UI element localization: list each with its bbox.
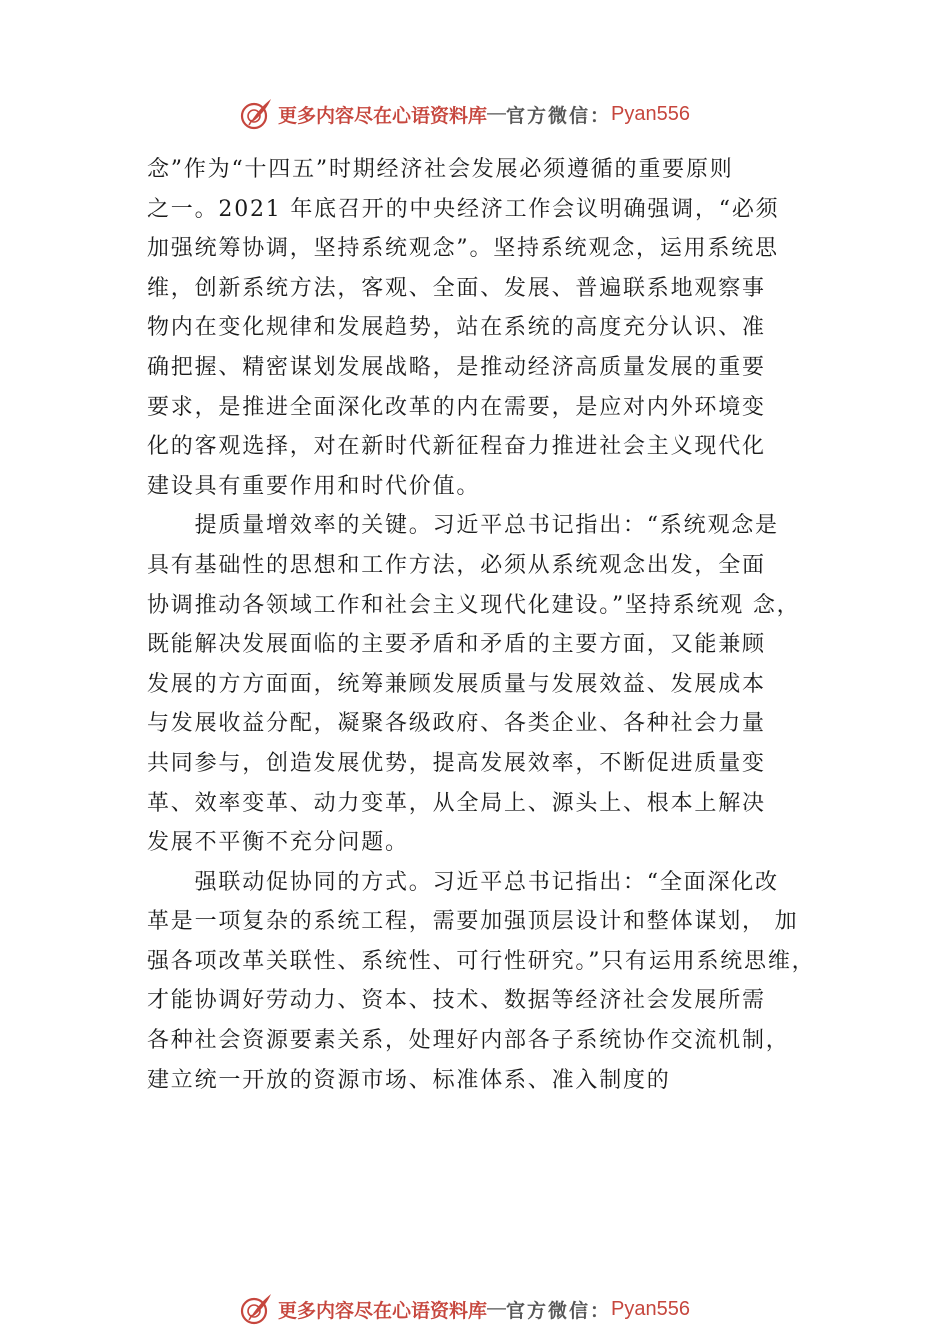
text-line: 念”作为“十四五”时期经济社会发展必须遵循的重要原则 <box>147 157 734 182</box>
header-dash: — <box>487 103 507 124</box>
text-line: 建设具有重要作用和时代价值。 <box>147 473 481 499</box>
text-line: 加强统筹协调，坚持系统观念”。坚持系统观念，运用系统思 <box>147 236 779 262</box>
text-line: 之一。2021 年底召开的中央经济工作会议明确强调，“必须 <box>147 196 780 222</box>
header-banner <box>238 96 690 132</box>
text-line: 各种社会资源要素关系，处理好内部各子系统协作交流机制， <box>147 1028 790 1054</box>
text-line: 共同参与，创造发展优势，提高发展效率，不断促进质量变 <box>147 750 766 776</box>
quill-logo-icon <box>238 96 274 132</box>
footer-banner <box>238 1291 690 1327</box>
footer-brand-text: 更多内容尽在心语资料库 <box>278 1299 488 1322</box>
text-line: 强联动促协同的方式。习近平总书记指出：“全面深化改 <box>147 869 779 895</box>
footer-wechat-label: 官方微信： <box>506 1299 612 1322</box>
text-line: 要求，是推进全面深化改革的内在需要，是应对内外环境变 <box>147 394 766 420</box>
footer-dash: — <box>487 1298 507 1319</box>
text-line: 革是一项复杂的系统工程，需要加强顶层设计和整体谋划， 加 <box>147 909 799 935</box>
text-line: 物内在变化规律和发展趋势，站在系统的高度充分认识、准 <box>147 315 766 341</box>
text-line: 既能解决发展面临的主要矛盾和矛盾的主要方面，又能兼顾 <box>147 632 766 658</box>
header-wechat-label: 官方微信： <box>506 104 612 127</box>
header-brand-text: 更多内容尽在心语资料库 <box>278 104 488 127</box>
text-line: 提质量增效率的关键。习近平总书记指出：“系统观念是 <box>147 513 779 539</box>
document-body <box>147 150 837 1100</box>
text-line: 维，创新系统方法，客观、全面、发展、普遍联系地观察事 <box>147 275 766 301</box>
text-line: 才能协调好劳动力、资本、技术、数据等经济社会发展所需 <box>147 988 766 1014</box>
text-line: 与发展收益分配，凝聚各级政府、各类企业、各种社会力量 <box>147 711 766 737</box>
header-wechat-id: Pyan556 <box>611 102 690 125</box>
text-line: 强各项改革关联性、系统性、可行性研究。”只有运用系统思维， <box>147 948 816 974</box>
footer-wechat-id: Pyan556 <box>611 1297 690 1320</box>
text-line: 具有基础性的思想和工作方法，必须从系统观念出发，全面 <box>147 552 766 578</box>
text-line: 建立统一开放的资源市场、标准体系、准入制度的 <box>147 1067 671 1093</box>
text-line: 革、效率变革、动力变革，从全局上、源头上、根本上解决 <box>147 790 766 816</box>
quill-logo-icon <box>238 1291 274 1327</box>
text-line: 发展不平衡不充分问题。 <box>147 830 409 856</box>
text-line: 确把握、精密谋划发展战略，是推动经济高质量发展的重要 <box>147 354 766 380</box>
text-line: 协调推动各领域工作和社会主义现代化建设。”坚持系统观 念， <box>147 592 801 618</box>
text-line: 发展的方方面面，统筹兼顾发展质量与发展效益、发展成本 <box>147 671 766 697</box>
text-line: 化的客观选择，对在新时代新征程奋力推进社会主义现代化 <box>147 434 766 460</box>
